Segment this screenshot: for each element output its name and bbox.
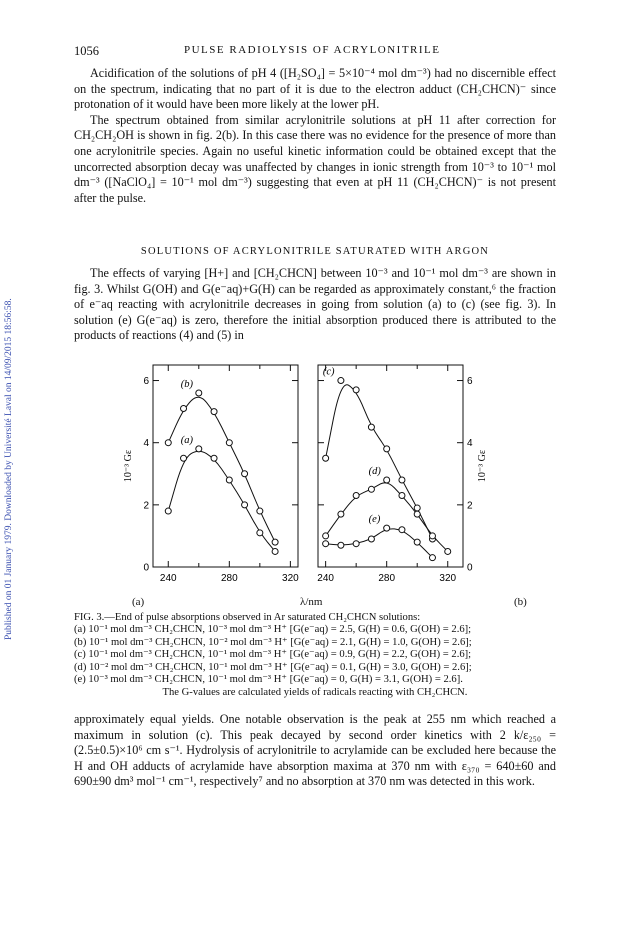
figure-3 — [120, 355, 530, 615]
data-point — [384, 477, 390, 483]
body-text-bottom — [74, 712, 556, 790]
caption-row: (b) 10⁻¹ mol dm⁻³ CH₂CHCN, 10⁻² mol dm⁻³ H⁺ [G(e⁻aq) = 2.1, G(H) = 1.0, G(OH) = 2.6]; — [74, 636, 472, 648]
series-label: (b) — [180, 378, 194, 390]
series-label: (a) — [180, 434, 194, 446]
x-tick-label: 320 — [439, 573, 457, 584]
download-stamp-text: Published on 01 January 1979. Downloaded by Université Laval on 14/09/2015 18:56:58. — [4, 298, 14, 640]
x-tick-label: 320 — [282, 573, 299, 584]
caption-row: (c) 10⁻¹ mol dm⁻³ CH₂CHCN, 10⁻¹ mol dm⁻³ H⁺ [G(e⁻aq) = 0.9, G(H) = 2.2, G(OH) = 2.6]; — [74, 649, 472, 661]
series-label: (e) — [368, 514, 381, 526]
data-point — [257, 508, 263, 514]
download-stamp — [4, 120, 18, 640]
x-tick-label: 240 — [317, 573, 334, 584]
caption-row: (a) 10⁻¹ mol dm⁻³ CH₂CHCN, 10⁻³ mol dm⁻³ H⁺ [G(e⁻aq) = 2.5, G(H) = 0.6, G(OH) = 2.6]; — [74, 624, 472, 636]
y-tick-label: 0 — [143, 562, 149, 574]
series-label: (d) — [368, 465, 381, 477]
y-tick-label: 4 — [467, 438, 473, 450]
data-point — [196, 446, 202, 452]
paragraph: The effects of varying [H+] and [CH₂CHCN] between 10⁻³ and 10⁻¹ mol dm⁻³ are shown in fig. 3. Whilst G(OH) and G(e⁻aq)+G(H) can be regarded as approximately constant,⁶ the fraction of e⁻aq reacting with acrylonitrile decreases in going from solution (a) to (c) (see fig. 3). In solution (e) G(e⁻aq) is zero, therefore the initial absorption produced there is attributed to the products of reactions (4) and (5) in — [74, 266, 556, 343]
data-point — [181, 406, 187, 412]
page-number: 1056 — [74, 44, 99, 58]
data-point — [196, 390, 202, 396]
data-point — [338, 378, 344, 384]
data-point — [368, 536, 374, 542]
figure-caption — [74, 612, 556, 700]
data-point — [414, 511, 420, 517]
data-point — [384, 446, 390, 452]
paragraph: approximately equal yields. One notable observation is the peak at 255 nm which reached a maximum in solution (c). This peak decayed by second order kinetics with 2 k/ε₂₅₀ = (2.5±0.5)×10⁶ cm s⁻¹. Hydrolysis of acrylonitrile to acrylamide can be excluded here because the H and OH adducts of acrylamide have absorption maxima at 370 nm with ε₃₇₀ = 640±60 and 690±90 dm³ mol⁻¹ cm⁻¹, respectively⁷ and no absorption at 370 nm was detected in this work. — [74, 712, 556, 789]
panel-label-a: (a) — [132, 596, 145, 608]
data-point — [353, 541, 359, 547]
data-point — [272, 548, 278, 554]
body-text-mid — [74, 266, 556, 344]
data-point — [414, 505, 420, 511]
data-point — [272, 539, 278, 545]
data-point — [445, 548, 451, 554]
series-line — [168, 451, 275, 551]
data-point — [323, 455, 329, 461]
y-axis-label: 10⁻³ Gε — [123, 449, 134, 483]
section-heading: SOLUTIONS OF ACRYLONITRILE SATURATED WITH ARGON — [140, 246, 490, 257]
paragraph: The spectrum obtained from similar acrylonitrile solutions at pH 11 after correction for CH₂CH₂OH is shown in fig. 2(b). In this case there was no evidence for the presence of more than one acrylonitrile species. Again no useful kinetic information could be obtained except that the uncorrected absorption decay was unaffected by changes in ionic strength from 10⁻³ to 10⁻¹ mol dm⁻³ ([NaClO₄] = 10⁻¹ mol dm⁻³) suggesting that even at pH 11 (CH₂CHCN)⁻ is not present after the pulse. — [74, 112, 556, 205]
running-title: PULSE RADIOLYSIS OF ACRYLONITRILE — [184, 44, 441, 56]
body-text-top — [74, 66, 556, 206]
x-tick-label: 280 — [220, 573, 238, 584]
data-point — [165, 508, 171, 514]
x-axis-label: λ/nm — [300, 596, 323, 608]
figure-3-plot — [120, 355, 530, 595]
data-point — [257, 530, 263, 536]
data-point — [353, 493, 359, 499]
data-point — [368, 486, 374, 492]
data-point — [226, 440, 232, 446]
data-point — [242, 502, 248, 508]
y-tick-label: 4 — [143, 438, 149, 450]
data-point — [399, 493, 405, 499]
series-label: (c) — [322, 366, 335, 378]
series-line — [326, 483, 448, 552]
data-point — [226, 477, 232, 483]
caption-row: (e) 10⁻³ mol dm⁻³ CH₂CHCN, 10⁻¹ mol dm⁻³ H⁺ [G(e⁻aq) = 0, G(H) = 3.1, G(OH) = 2.6]. — [74, 674, 463, 686]
paragraph: Acidification of the solutions of pH 4 ([H₂SO₄] = 5×10⁻⁴ mol dm⁻³) had no discernible effect on the spectrum, indicating that no part of it is due to the electron adduct (CH₂CHCN)⁻ since protonation of it would have been more likely at the lower pH. — [74, 66, 556, 112]
data-point — [181, 455, 187, 461]
data-point — [368, 424, 374, 430]
y-tick-label: 2 — [467, 500, 473, 512]
data-point — [211, 455, 217, 461]
caption-title: FIG. 3.—End of pulse absorptions observed in Ar saturated CH₂CHCN solutions: — [74, 612, 421, 623]
caption-row: (d) 10⁻² mol dm⁻³ CH₂CHCN, 10⁻¹ mol dm⁻³ H⁺ [G(e⁻aq) = 0.1, G(H) = 3.0, G(OH) = 2.6]; — [74, 661, 472, 673]
y-tick-label: 6 — [143, 376, 149, 388]
data-point — [323, 533, 329, 539]
data-point — [429, 533, 435, 539]
caption-note: The G-values are calculated yields of radicals reacting with CH₂CHCN. — [162, 687, 468, 699]
panel-label-b: (b) — [514, 596, 527, 608]
data-point — [353, 387, 359, 393]
data-point — [338, 542, 344, 548]
data-point — [399, 477, 405, 483]
data-point — [429, 555, 435, 561]
data-point — [165, 440, 171, 446]
data-point — [338, 511, 344, 517]
plot-frame — [153, 365, 298, 567]
data-point — [384, 525, 390, 531]
y-tick-label: 6 — [467, 376, 473, 388]
y-axis-label: 10⁻³ Gε — [477, 449, 488, 483]
data-point — [323, 541, 329, 547]
y-tick-label: 2 — [143, 500, 149, 512]
x-tick-label: 240 — [159, 573, 177, 584]
y-tick-label: 0 — [467, 562, 473, 574]
x-tick-label: 280 — [378, 573, 396, 584]
data-point — [399, 527, 405, 533]
data-point — [211, 409, 217, 415]
data-point — [414, 539, 420, 545]
data-point — [242, 471, 248, 477]
